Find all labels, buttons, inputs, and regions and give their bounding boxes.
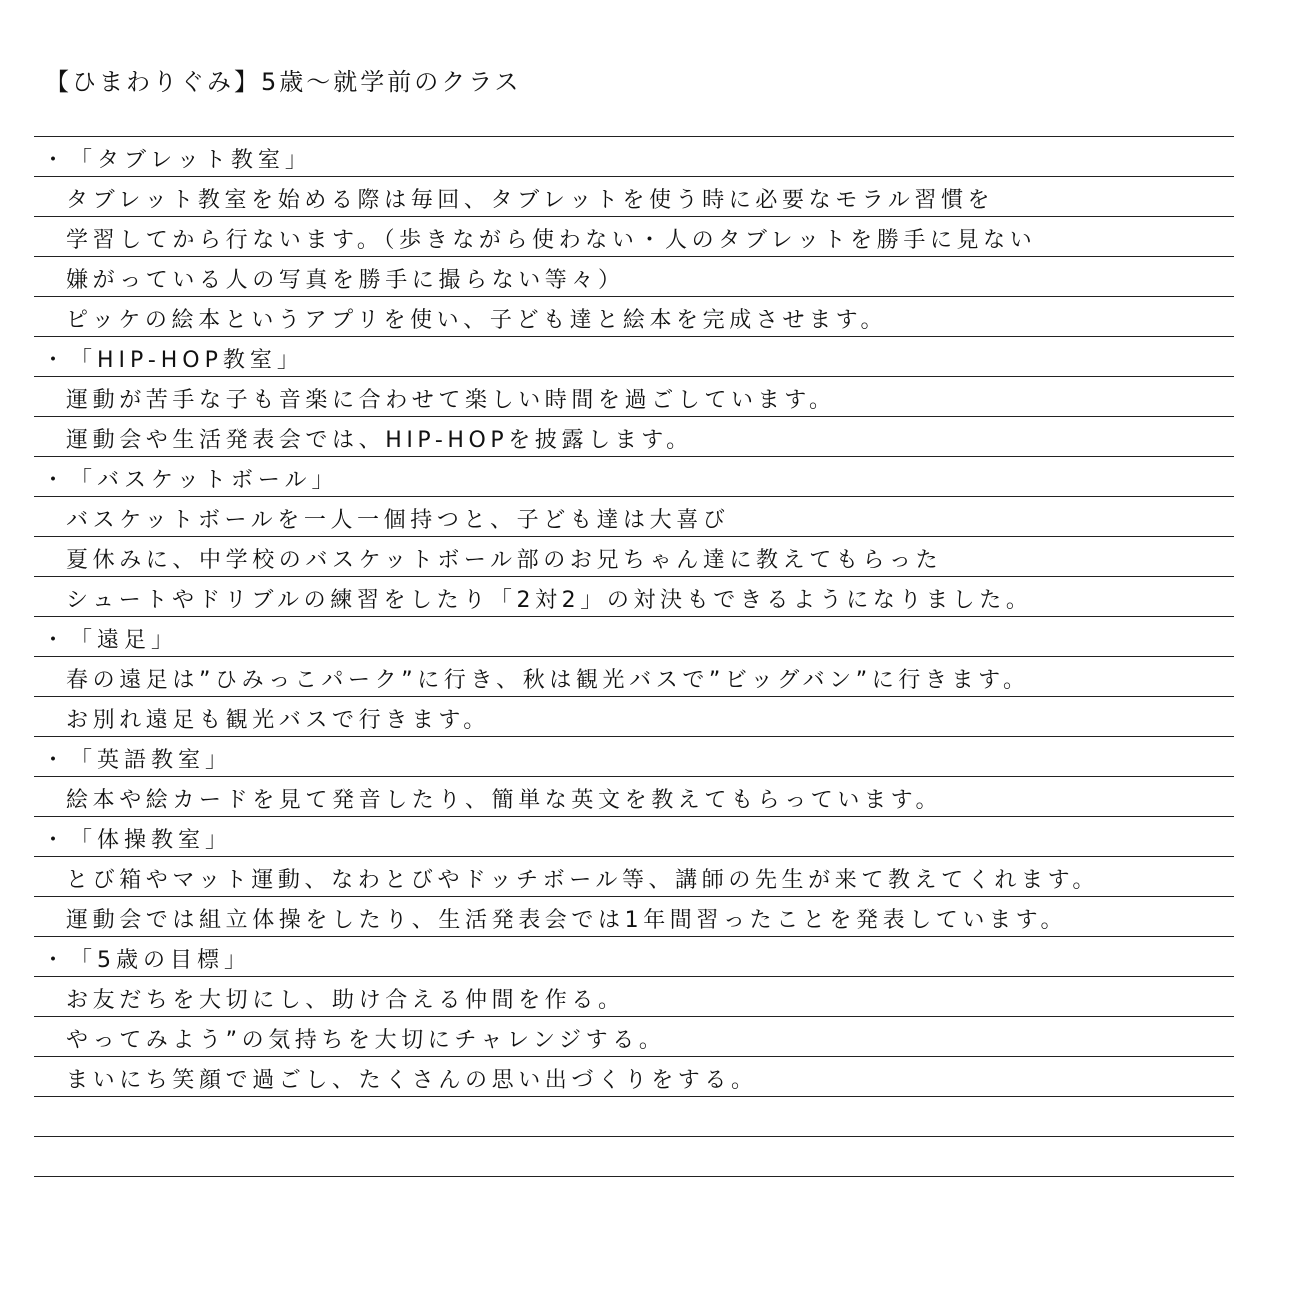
ruled-line <box>34 216 1234 256</box>
bullet-icon: ・ <box>42 748 70 773</box>
ruled-line <box>34 736 1234 776</box>
body-text: お友だちを大切にし、助け合える仲間を作る。 <box>66 988 625 1013</box>
bullet-icon: ・ <box>42 948 70 973</box>
body-text-line <box>66 266 625 296</box>
ruled-line <box>34 576 1234 616</box>
body-text-line <box>66 986 625 1016</box>
ruled-line <box>34 136 1234 176</box>
body-text-line <box>66 426 693 456</box>
section-heading-label: 「体操教室」 <box>70 828 233 853</box>
body-text-line <box>66 386 836 416</box>
body-text-line <box>66 226 1036 256</box>
ruled-line <box>34 616 1234 656</box>
body-text: 学習してから行ないます。（歩きながら使わない・人のタブレットを勝手に見ない <box>66 228 1037 253</box>
ruled-line <box>34 1136 1234 1176</box>
ruled-line <box>34 536 1234 576</box>
ruled-line <box>34 416 1234 456</box>
ruled-line <box>34 976 1234 1016</box>
section-heading <box>42 826 232 856</box>
body-text: バスケットボールを一人一個持つと、子ども達は大喜び <box>66 508 730 533</box>
section-heading <box>42 466 338 496</box>
bullet-icon: ・ <box>42 148 70 173</box>
section-heading <box>42 946 251 976</box>
body-text: お別れ遠足も観光バスで行きます。 <box>66 708 490 733</box>
section-heading-label: 「5歳の目標」 <box>70 948 251 973</box>
body-text-line <box>66 546 942 576</box>
ruled-sheet <box>34 136 1234 1177</box>
section-heading <box>42 346 304 376</box>
section-heading-label: 「遠足」 <box>70 628 179 653</box>
body-text-line <box>66 786 942 816</box>
body-text: とび箱やマット運動、なわとびやドッチボール等、講師の先生が来て教えてくれます。 <box>66 868 1100 893</box>
ruled-line <box>34 1096 1234 1136</box>
section-heading-label: 「タブレット教室」 <box>70 148 312 173</box>
body-text-line <box>66 586 1032 616</box>
body-text-line <box>66 506 729 536</box>
body-text-line <box>66 706 490 736</box>
body-text: 夏休みに、中学校のバスケットボール部のお兄ちゃん達に教えてもらった <box>66 548 943 573</box>
ruled-line <box>34 376 1234 416</box>
ruled-line <box>34 496 1234 536</box>
body-text: やってみよう”の気持ちを大切にチャレンジする。 <box>66 1028 666 1053</box>
bullet-icon: ・ <box>42 628 70 653</box>
ruled-line <box>34 936 1234 976</box>
body-text: まいにち笑顔で過ごし、たくさんの思い出づくりをする。 <box>66 1068 758 1093</box>
body-text-line <box>66 306 887 336</box>
ruled-line <box>34 1176 1234 1177</box>
bullet-icon: ・ <box>42 468 70 493</box>
body-text: タブレット教室を始める際は毎回、タブレットを使う時に必要なモラル習慣を <box>66 188 995 213</box>
body-text-line <box>66 866 1099 896</box>
body-text: 絵本や絵カードを見て発音したり、簡単な英文を教えてもらっています。 <box>66 788 943 813</box>
ruled-line <box>34 776 1234 816</box>
page-title: 【ひまわりぐみ】5歳〜就学前のクラス <box>45 68 522 96</box>
body-text: 運動が苦手な子も音楽に合わせて楽しい時間を過ごしています。 <box>66 388 836 413</box>
ruled-line <box>34 656 1234 696</box>
ruled-line <box>34 1056 1234 1096</box>
body-text: 嫌がっている人の写真を勝手に撮らない等々） <box>66 268 625 293</box>
section-heading <box>42 146 312 176</box>
section-heading-label: 「HIP-HOP教室」 <box>70 348 304 373</box>
body-text-line <box>66 1066 758 1096</box>
ruled-line <box>34 296 1234 336</box>
ruled-line <box>34 456 1234 496</box>
bullet-icon: ・ <box>42 348 70 373</box>
ruled-line <box>34 256 1234 296</box>
ruled-line <box>34 336 1234 376</box>
section-heading <box>42 626 178 656</box>
ruled-line <box>34 1016 1234 1056</box>
section-heading-label: 「英語教室」 <box>70 748 233 773</box>
body-text-line <box>66 186 994 216</box>
ruled-line <box>34 856 1234 896</box>
body-text: 春の遠足は”ひみっこパーク”に行き、秋は観光バスで”ビッグバン”に行きます。 <box>66 668 1030 693</box>
body-text: 運動会や生活発表会では、HIP-HOPを披露します。 <box>66 428 693 453</box>
ruled-line <box>34 896 1234 936</box>
section-heading-label: 「バスケットボール」 <box>70 468 339 493</box>
body-text-line <box>66 1026 665 1056</box>
ruled-line <box>34 176 1234 216</box>
bullet-icon: ・ <box>42 828 70 853</box>
body-text: 運動会では組立体操をしたり、生活発表会では1年間習ったことを発表しています。 <box>66 908 1068 933</box>
ruled-line <box>34 816 1234 856</box>
ruled-line <box>34 696 1234 736</box>
section-heading <box>42 746 232 776</box>
body-text: ピッケの絵本というアプリを使い、子ども達と絵本を完成させます。 <box>66 308 888 333</box>
body-text-line <box>66 666 1030 696</box>
body-text: シュートやドリブルの練習をしたり「2対2」の対決もできるようになりました。 <box>66 588 1033 613</box>
body-text-line <box>66 906 1067 936</box>
